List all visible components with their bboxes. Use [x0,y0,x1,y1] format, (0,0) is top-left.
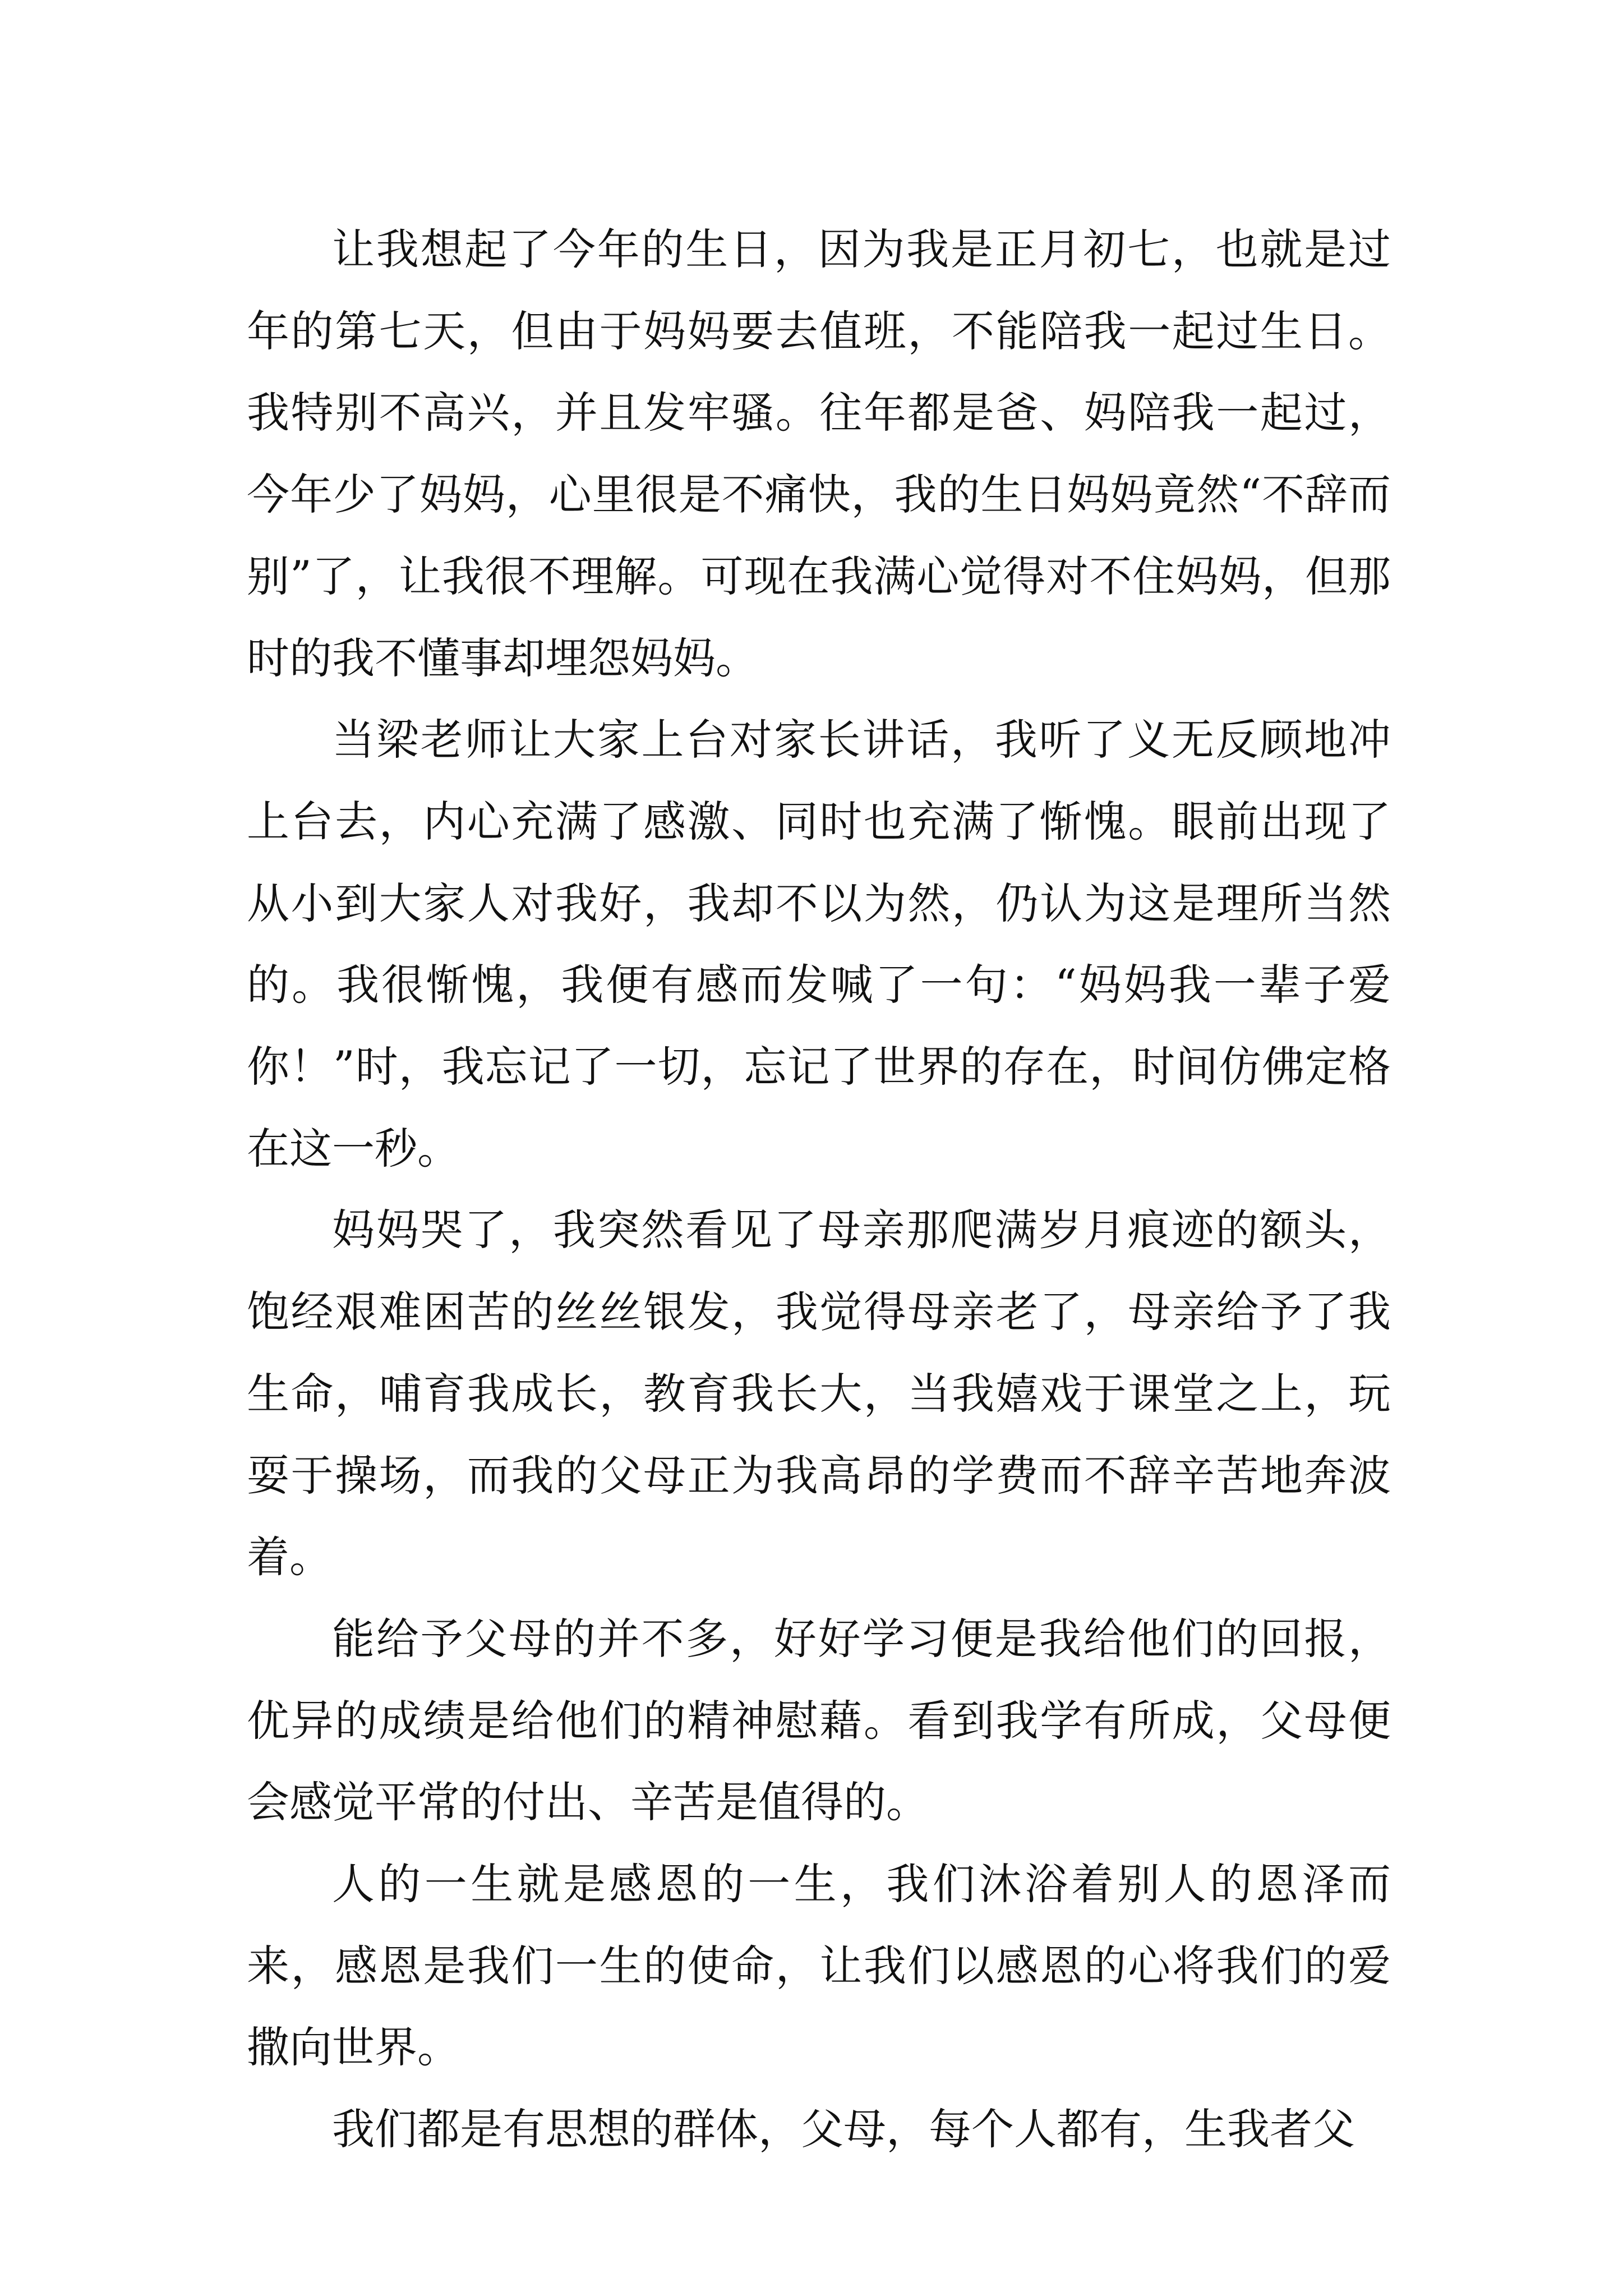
paragraph-3: 妈妈哭了，我突然看见了母亲那爬满岁月痕迹的额头，饱经艰难困苦的丝丝银发，我觉得母亲老了，母亲给予了我生命，哺育我成长，教育我长大，当我嬉戏于课堂之上，玩耍于操场，而我的父母正为我高昂的学费而不辞辛苦地奔波着。 [247,1205,1391,1582]
paragraph-5: 人的一生就是感恩的一生，我们沐浴着别人的恩泽而来，感恩是我们一生的使命，让我们以感恩的心将我们的爱撒向世界。 [247,1859,1391,2073]
paragraph-6: 我们都是有思想的群体，父母，每个人都有，生我者父 [332,2104,1355,2155]
paragraph-2: 当梁老师让大家上台对家长讲话，我听了义无反顾地冲上台去，内心充满了感激、同时也充满了惭愧。眼前出现了从小到大家人对我好，我却不以为然，仍认为这是理所当然的。我很惭愧，我便有感而发喊了一句：“妈妈我一辈子爱你！”时，我忘记了一切，忘记了世界的存在，时间仿佛定格在这一秒。 [247,715,1391,1174]
document-body [247,209,1391,2170]
paragraph-4: 能给予父母的并不多，好好学习便是我给他们的回报，优异的成绩是给他们的精神慰藉。看到我学有所成，父母便会感觉平常的付出、辛苦是值得的。 [247,1613,1391,1828]
paragraph-1: 让我想起了今年的生日，因为我是正月初七，也就是过年的第七天，但由于妈妈要去值班，不能陪我一起过生日。我特别不高兴，并且发牢骚。往年都是爸、妈陪我一起过，今年少了妈妈，心里很是不痛快，我的生日妈妈竟然“不辞而别”了，让我很不理解。可现在我满心觉得对不住妈妈，但那时的我不懂事却埋怨妈妈。 [247,224,1391,683]
